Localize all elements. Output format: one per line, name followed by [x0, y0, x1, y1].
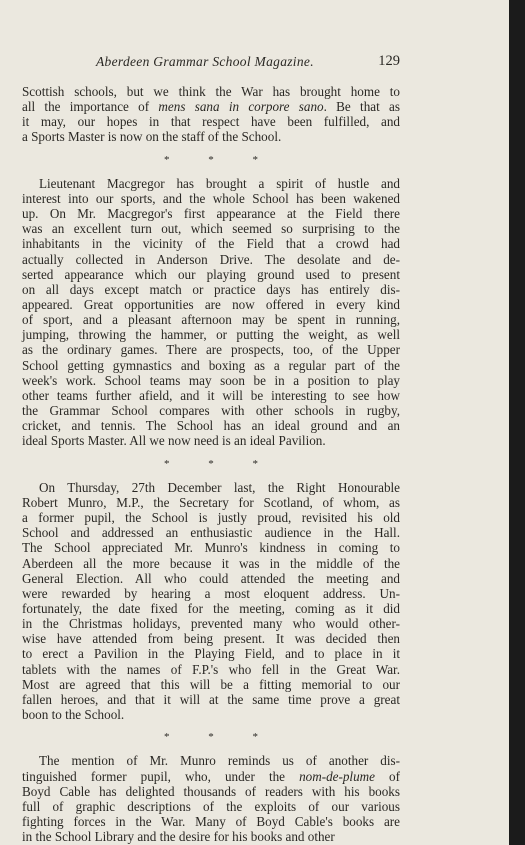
text-line: on all days except match or practice days has entirely dis-: [22, 281, 400, 297]
text-line: was an excellent turn out, which seemed so surprising to the: [22, 221, 400, 237]
text-line: Aberdeen all the more because it was in the middle of the: [22, 555, 400, 571]
article-body: [22, 84, 400, 844]
text-line: in the School Library and the desire for his books and other: [22, 829, 335, 845]
text-line: all the importance of mens sana in corpore sano. Be that as: [22, 99, 401, 115]
text-line: Lieutenant Macgregor has brought a spirit of hustle and: [39, 175, 400, 191]
text-line: The mention of Mr. Munro reminds us of another dis-: [39, 753, 400, 769]
text-line: cricket, and tennis. The School has an ideal ground and an: [22, 418, 400, 434]
text-line: week's work. School teams may soon be in a position to play: [22, 372, 400, 388]
text-line: inhabitants in the vicinity of the Field that a crowd had: [22, 236, 400, 252]
text-line: School and addressed an enthusiastic audience in the Hall.: [22, 525, 400, 541]
paragraph: [22, 84, 400, 145]
text-line: full of graphic descriptions of the exploits of our various: [22, 798, 400, 814]
text-line: fortunately, the date fixed for the meeting, coming as it did: [22, 600, 400, 616]
section-separator: * * *: [164, 457, 276, 470]
page-header: [22, 54, 400, 74]
text-line: wise have attended from being present. It was decided then: [22, 631, 400, 647]
text-line: it may, our hopes in that respect have been fulfilled, and: [22, 114, 400, 130]
running-title: Aberdeen Grammar School Magazine.: [96, 54, 314, 69]
text-line: other teams further afield, and it will be interesting to see how: [22, 387, 400, 403]
text-line: The School appreciated Mr. Munro's kindness in coming to: [22, 540, 400, 556]
text-line: of sport, and a pleasant afternoon may be spent in running,: [22, 312, 400, 328]
text-line: Robert Munro, M.P., the Secretary for Scotland, of whom, as: [22, 494, 400, 510]
text-line: were rewarded by hearing a most eloquent address. Un-: [22, 585, 400, 601]
text-line: School getting gymnastics and boxing as a regular part of the: [22, 357, 400, 373]
text-line: fighting forces in the War. Many of Boyd Cable's books are: [22, 813, 400, 829]
scan-edge: [509, 0, 525, 845]
text-line: actually collected in Anderson Drive. The desolate and de-: [22, 251, 400, 267]
text-line: General Election. All who could attended the meeting and: [22, 570, 400, 586]
text-line: fallen heroes, and that it will at the same time prove a great: [22, 691, 400, 707]
text-line: ideal Sports Master. All we now need is an ideal Pavilion.: [22, 433, 326, 449]
paragraph: [22, 753, 400, 844]
text-line: the Grammar School compares with other schools in rugby,: [22, 403, 400, 419]
text-line: Scottish schools, but we think the War has brought home to: [22, 84, 400, 99]
text-line: interest into our sports, and the whole School has been wakened: [22, 190, 400, 206]
paragraph: [22, 176, 400, 449]
text-line: tablets with the names of F.P.'s who fell in the Great War.: [22, 661, 400, 677]
text-line: Boyd Cable has delighted thousands of readers with his books: [22, 783, 400, 799]
text-line: up. On Mr. Macgregor's first appearance at the Field there: [22, 206, 400, 222]
text-line: a Sports Master is now on the staff of the School.: [22, 129, 282, 145]
text-line: tinguished former pupil, who, under the nom-de-plume of: [22, 768, 400, 784]
text-line: to erect a Pavilion in the Playing Field, and to place in it: [22, 646, 400, 662]
text-line: a former pupil, the School is justly proud, revisited his old: [22, 510, 400, 526]
text-line: On Thursday, 27th December last, the Right Honourable: [39, 479, 400, 495]
text-line: serted appearance which our playing ground used to present: [22, 266, 400, 282]
text-line: Most are agreed that this will be a fitting memorial to our: [22, 676, 400, 692]
text-line: as the ordinary games. There are prospects, too, of the Upper: [22, 342, 400, 358]
section-separator: * * *: [164, 153, 276, 166]
section-separator: * * *: [164, 731, 276, 744]
text-line: boon to the School.: [22, 707, 125, 723]
page-number: 129: [378, 53, 400, 69]
text-line: appeared. Great opportunities are now offered in every kind: [22, 297, 400, 313]
paragraph: [22, 480, 400, 723]
text-line: in the Christmas holidays, prevented many who would other-: [22, 616, 400, 632]
text-line: jumping, throwing the hammer, or putting the weight, as well: [22, 327, 400, 343]
